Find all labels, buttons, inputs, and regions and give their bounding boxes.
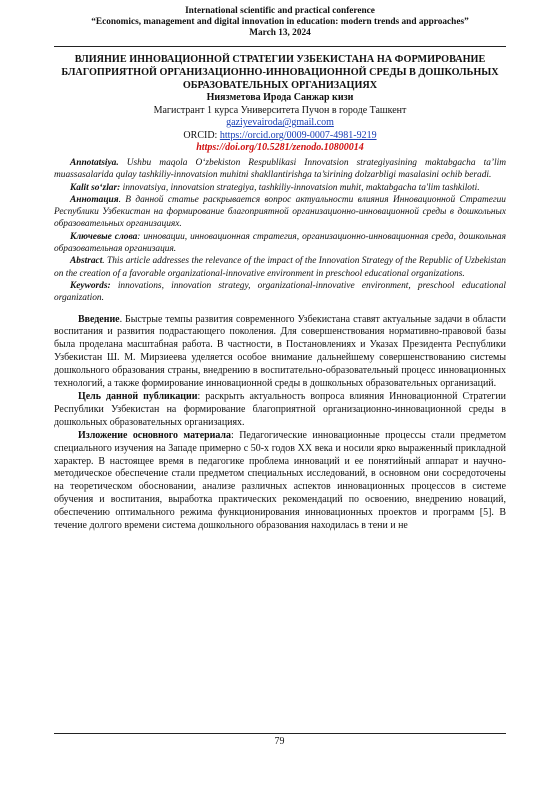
main-paragraph — [54, 430, 506, 533]
keywords-uz-text: innovatsiya, innovatsion strategiya, tashkiliy-innovatsion muhit, maktabgacha ta'lim tashkiloti. — [120, 182, 480, 193]
goal-label: Цель данной публикации — [78, 390, 198, 402]
article-title: ВЛИЯНИЕ ИННОВАЦИОННОЙ СТРАТЕГИИ УЗБЕКИСТАНА НА ФОРМИРОВАНИЕ БЛАГОПРИЯТНОЙ ОРГАНИЗАЦИОННО-ИННОВАЦИОННОЙ СРЕДЫ В ДОШКОЛЬНЫХ ОБРАЗОВАТЕЛЬНЫХ ОРГАНИЗАЦИЯХ — [61, 54, 499, 91]
keywords-ru — [54, 231, 506, 256]
goal-text: : раскрыть актуальность вопроса влияния Инновационной Стратегии Республики Узбекистан на формирование благоприятной организационно-инновационной среды в дошкольных образовательных организациях. — [54, 390, 506, 428]
main-label: Изложение основного материала — [78, 429, 231, 441]
conference-name: International scientific and practical conference — [185, 6, 375, 16]
goal-paragraph — [54, 391, 506, 430]
abstract-en-text: . This article addresses the relevance of the impact of the Innovation Strategy of the Republic of Uzbekistan on the creation of a favorable organizational-innovative environment in preschool educational organizations. — [54, 256, 506, 279]
keywords-ru-text: : инновации, инновационная стратегия, организационно-инновационная среда, дошкольная образовательная организация. — [54, 231, 506, 255]
keywords-ru-label: Ключевые слова — [70, 231, 138, 242]
abstract-uz-text: Ushbu maqola O‘zbekiston Respublikasi Innovatsion strategiyasining maktabgacha ta’lim muassasalarida qulay tashkiliy-innovatsion muhitni shakllantirishga ta’sirining dolzarbligi masalasini ochib beradi. — [54, 157, 506, 181]
orcid-line — [54, 130, 506, 143]
abstract-uz — [54, 157, 506, 182]
footer-divider — [54, 733, 506, 734]
intro-paragraph — [54, 314, 506, 391]
abstract-en-label: Abstract — [70, 256, 103, 267]
doi-link[interactable]: https://doi.org/10.5281/zenodo.10800014 — [196, 142, 364, 154]
header-divider — [54, 46, 506, 47]
abstract-ru — [54, 194, 506, 231]
keywords-uz — [54, 182, 506, 194]
intro-label: Введение — [78, 313, 120, 325]
orcid-link[interactable]: https://orcid.org/0009-0007-4981-9219 — [219, 129, 377, 141]
author-email-link[interactable]: gaziyevairoda@gmail.com — [226, 117, 334, 129]
keywords-en-text: innovations, innovation strategy, organizational-innovative environment, preschool educational organization. — [54, 280, 506, 304]
abstract-ru-text: . В данной статье раскрывается вопрос актуальности влияния Инновационной Стратегии Республики Узбекистан на формирование благоприятной организационно-инновационной среды в дошкольных образовательных организациях. — [54, 194, 506, 230]
conference-header — [54, 6, 506, 39]
abstract-en — [54, 255, 506, 280]
keywords-uz-label: Kalit so‘zlar: — [70, 182, 121, 193]
orcid-label: ORCID: — [183, 129, 218, 141]
author-affiliation: Магистрант 1 курса Университета Пучон в городе Ташкент — [153, 104, 407, 116]
keywords-en — [54, 280, 506, 305]
intro-text: . Быстрые темпы развития современного Узбекистана ставят актуальные задачи в области воспитания и развития подрастающего поколения. Для совершенствования нормативно-правовой базы была проделана масштабная работа. В частности, в Постановлениях и Указах Президента Республики Узбекистан Ш. М. Мирзиеева уделяется особое внимание дальнейшему совершенствованию системы дошкольного образования страны, внедрению в воспитательно-образовательный процесс инновационных технологий, а также формирование инновационной среды в дошкольных образовательных организаций. — [54, 313, 506, 390]
abstract-ru-label: Аннотация — [70, 194, 119, 205]
page — [54, 6, 506, 533]
abstract-uz-label: Annotatsiya. — [70, 157, 119, 168]
main-text: : Педагогические инновационные процессы стали предметом специального изучения на Западе примерно с 50-х годов XX века и носили ярко выраженный прикладной характер. В настоящее время в педагогике проблема инноваций и ее понятийный аппарат и научно-методическое обеспечение стали предметом специальных исследований, в основном они сосредоточены на теоретическом обосновании, анализе различных аспектов инновационных процессов в системе обучения и воспитания, выработка практических рекомендаций по освоению, внедрению новаций, обеспечению оптимального режима функционирования инновационных проектов и программ [5]. В течение долгого времени система дошкольного образования находилась в тени и не — [54, 429, 506, 532]
keywords-en-label: Keywords: — [70, 280, 111, 291]
author-name: Ниязметова Ирода Санжар кизи — [206, 92, 354, 103]
conference-date: March 13, 2024 — [249, 28, 311, 38]
page-number: 79 — [274, 736, 285, 747]
conference-title: “Economics, management and digital innovation in education: modern trends and approaches” — [91, 17, 469, 27]
